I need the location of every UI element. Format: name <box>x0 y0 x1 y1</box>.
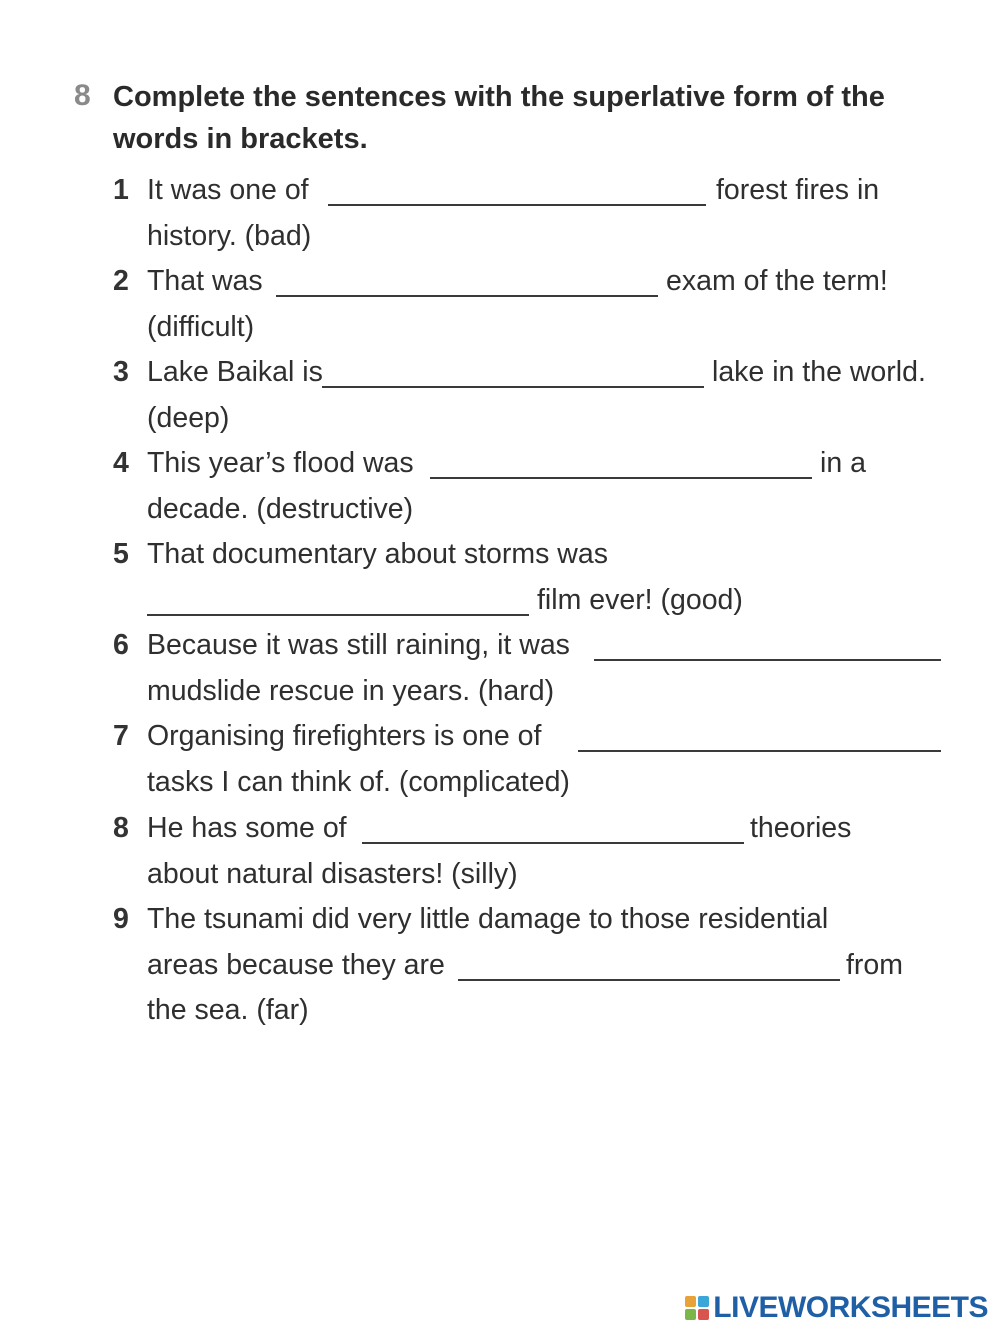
exercise-number: 8 <box>74 79 91 112</box>
answer-blank-2[interactable] <box>276 295 658 297</box>
item-text: That was <box>147 265 263 297</box>
item-text: about natural disasters! (silly) <box>147 857 518 890</box>
item-number: 4 <box>113 447 129 479</box>
item-text: The tsunami did very little damage to those residential <box>147 903 829 935</box>
item-text: Organising firefighters is one of <box>147 720 542 752</box>
item-number: 1 <box>113 174 129 206</box>
item-text: history. (bad) <box>147 219 312 252</box>
item-text: film ever! (good) <box>537 583 743 616</box>
answer-blank-1[interactable] <box>328 204 706 206</box>
item-text: areas because they are <box>147 948 445 981</box>
answer-blank-6[interactable] <box>594 659 941 661</box>
answer-blank-8[interactable] <box>362 842 744 844</box>
item-text: That documentary about storms was <box>147 538 608 570</box>
item-number: 3 <box>113 356 129 388</box>
item-number: 2 <box>113 265 129 297</box>
logo-text: LIVEWORKSHEETS <box>713 1291 988 1324</box>
item-number: 6 <box>113 629 129 661</box>
item-text: (deep) <box>147 401 230 434</box>
answer-blank-9[interactable] <box>458 979 840 981</box>
item-text: the sea. (far) <box>147 994 309 1026</box>
item-text: forest fires in <box>716 174 880 206</box>
item-text: exam of the term! <box>666 265 888 297</box>
item-text: It was one of <box>147 174 309 206</box>
item-text: lake in the world. <box>712 356 926 388</box>
item-text: tasks I can think of. (complicated) <box>147 765 570 798</box>
item-text: This year’s flood was <box>147 447 414 479</box>
item-text: Because it was still raining, it was <box>147 629 570 661</box>
item-text: theories <box>750 812 852 844</box>
item-text: He has some of <box>147 812 347 844</box>
answer-blank-3[interactable] <box>322 386 704 388</box>
item-text: from <box>846 948 903 981</box>
liveworksheets-icon <box>685 1296 709 1320</box>
exercise-instruction: Complete the sentences with the superlative form of the words in brackets. <box>113 81 885 155</box>
item-number: 9 <box>113 903 129 935</box>
answer-blank-7[interactable] <box>578 750 941 752</box>
item-text: (difficult) <box>147 310 255 343</box>
item-text: in a <box>820 447 866 479</box>
item-number: 7 <box>113 720 129 752</box>
liveworksheets-logo <box>685 1291 988 1325</box>
answer-blank-5[interactable] <box>147 614 529 616</box>
answer-blank-4[interactable] <box>430 477 812 479</box>
item-number: 8 <box>113 812 129 844</box>
item-text: mudslide rescue in years. (hard) <box>147 674 555 707</box>
item-text: decade. (destructive) <box>147 492 414 525</box>
item-text: Lake Baikal is <box>147 356 323 388</box>
item-number: 5 <box>113 538 129 570</box>
